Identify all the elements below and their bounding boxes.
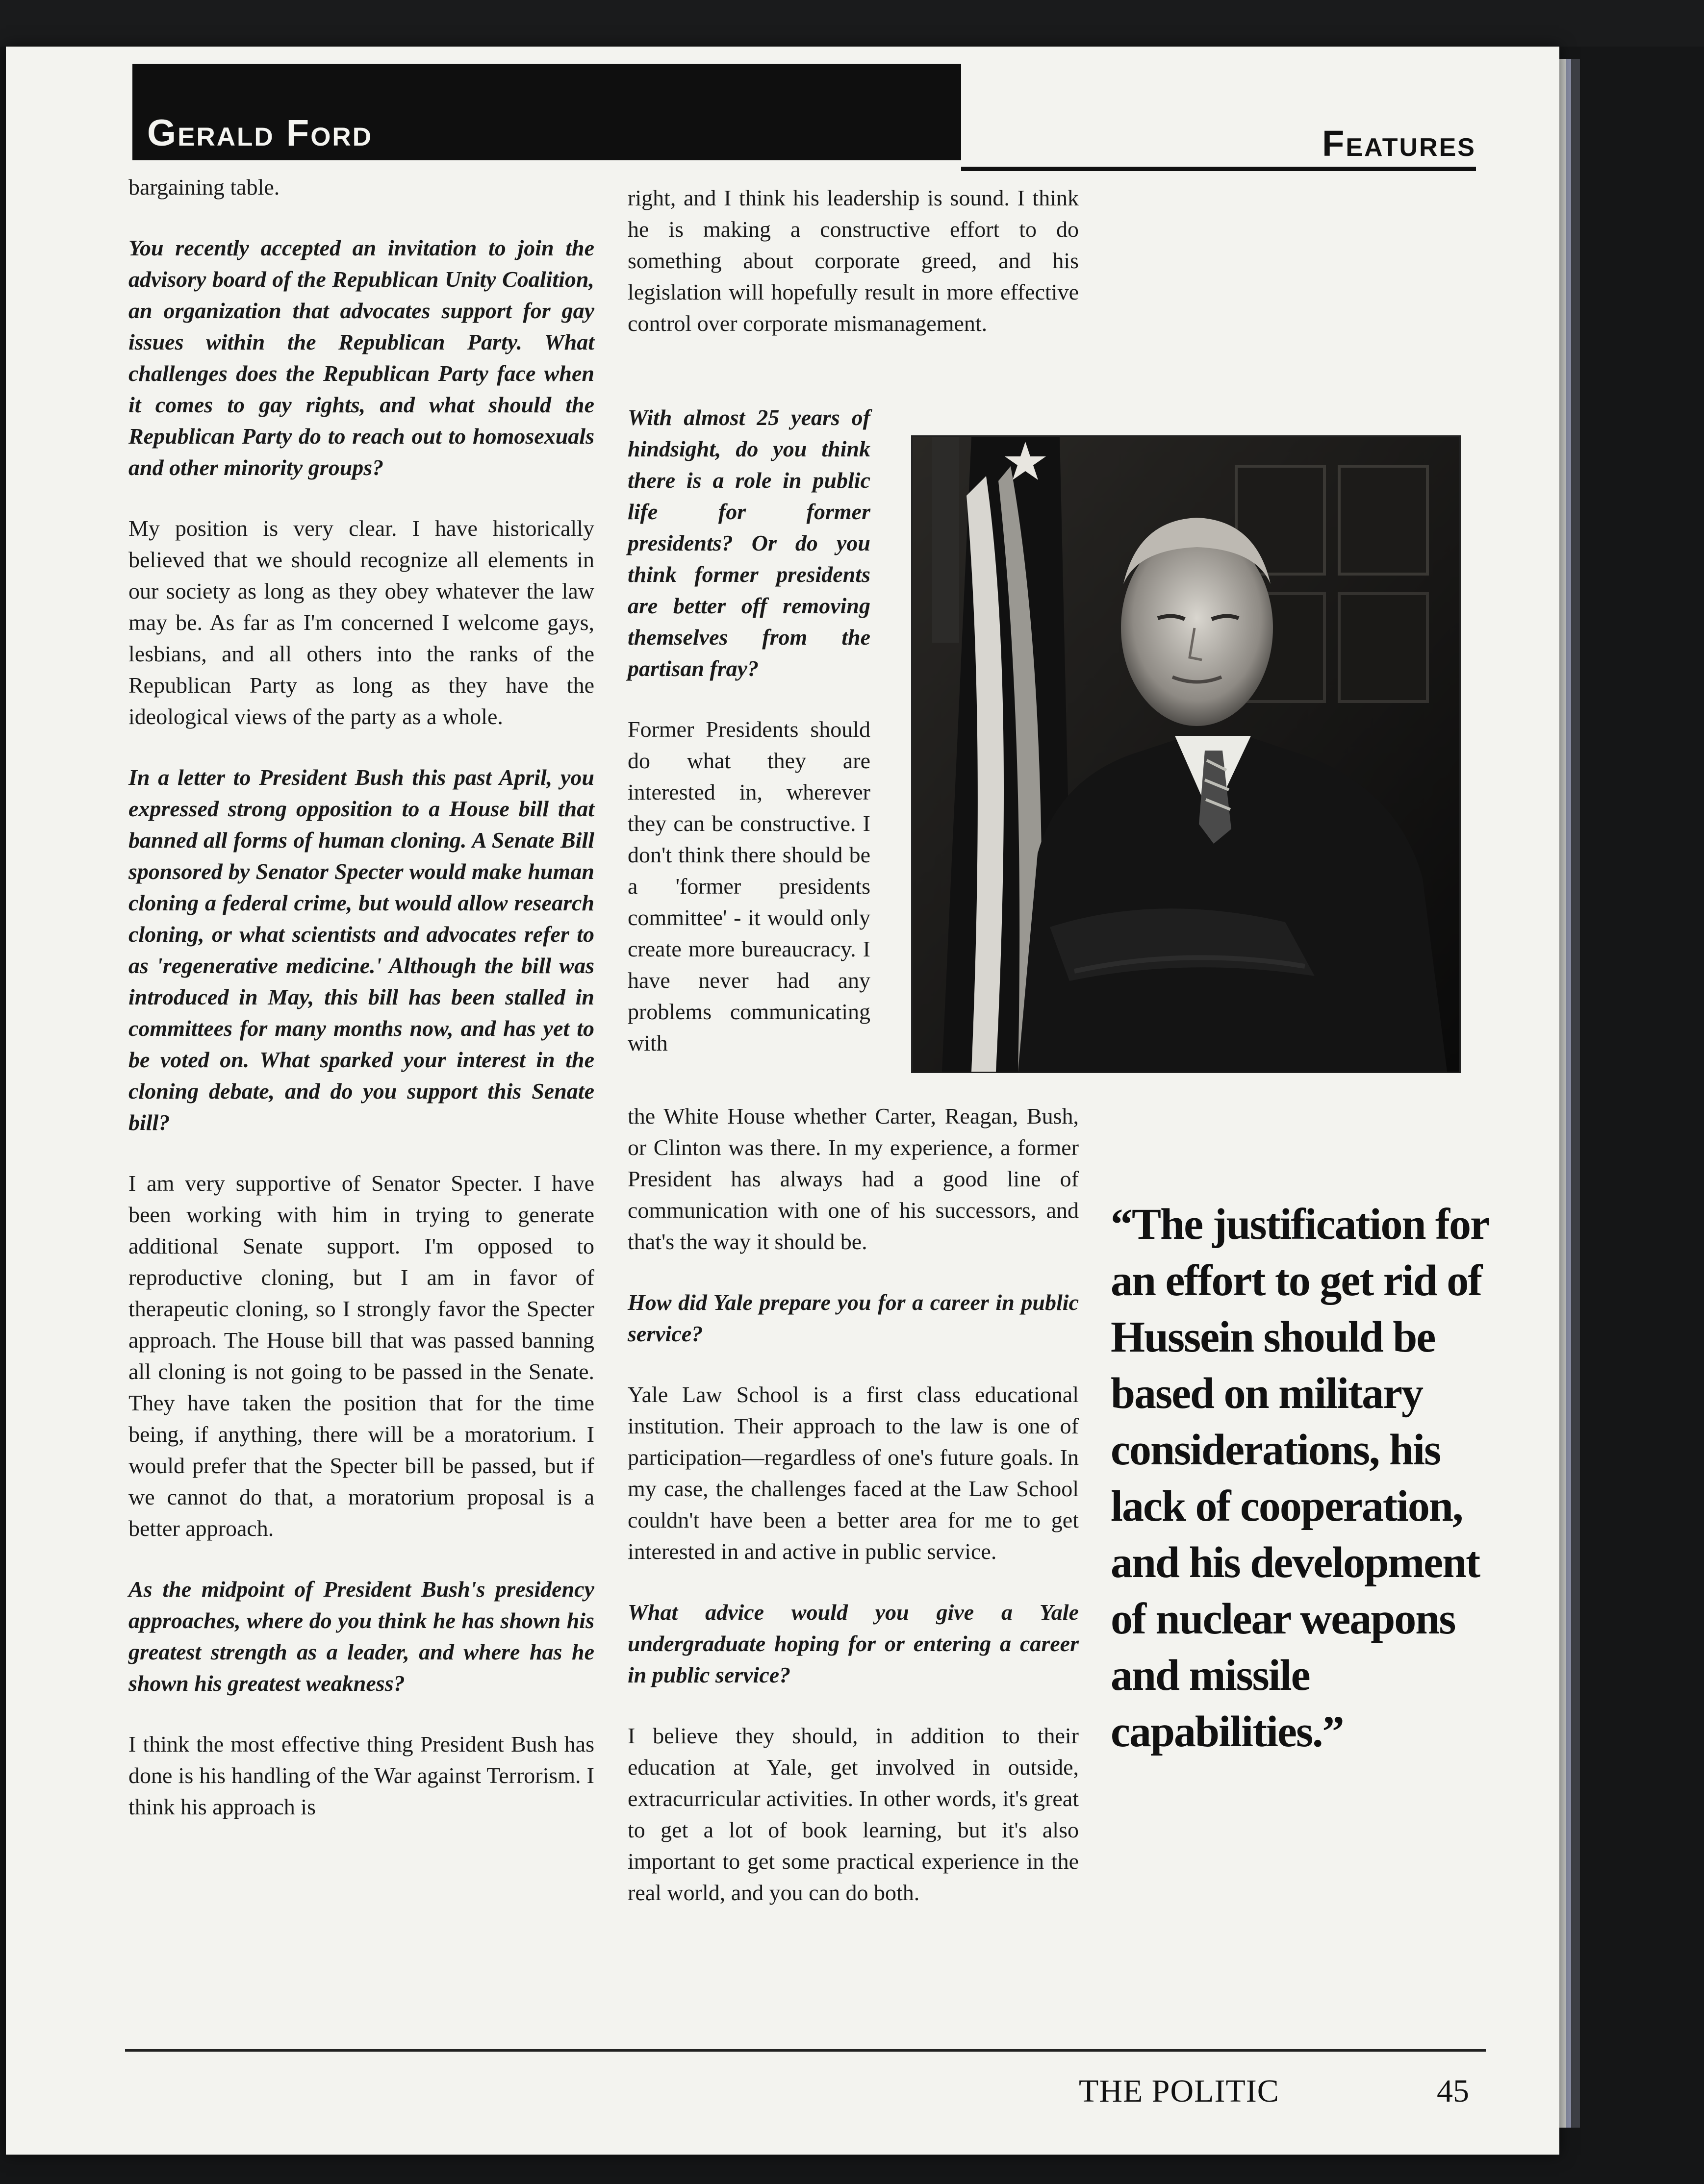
question-paragraph: In a letter to President Bush this past April, you expressed strong opposition to a House bill that banned all forms of human cloning. A Senate Bill sponsored by Senator Specter would make human cloning a federal crime, but would allow research cloning, or what scientists and advocates refer to as 'regenerative medicine.' Although the bill was introduced in May, this bill has been stalled in committees for many months now, and has yet to be voted on. What sparked your interest in the cloning debate, and do you support this Senate bill?: [128, 765, 594, 1135]
page-edge: [1559, 59, 1566, 2128]
page-number: 45: [1437, 2073, 1469, 2109]
middle-column-lower: [628, 1101, 1079, 1938]
pull-quote: “The justification for an effort to get rid of Hussein should be based on military considerations, his lack of cooperation, and his development of nuclear weapons and missile capabilities.”: [1111, 1200, 1488, 1756]
book-spine-shadow: [0, 0, 1704, 47]
answer-paragraph: I am very supportive of Senator Specter. I have been working with him in trying to generate additional Senate support. I'm opposed to reproductive cloning, but I am in favor of therapeutic cloning, so I strongly favor the Specter approach. The House bill that was passed banning all cloning is not going to be passed in the Senate. They have taken the position that for the time being, if anything, there will be a moratorium. I would prefer that the Specter bill be passed, but if we cannot do that, a moratorium proposal is a better approach.: [128, 1171, 594, 1541]
page-edge: [1571, 59, 1580, 2128]
answer-paragraph: Former Presidents should do what they are interested in, wherever they can be constructive. I don't think there should be a 'former presidents committee' - it would only create more bureaucracy. I have never had any problems communicating with: [628, 717, 870, 1055]
category-title: Features: [1322, 123, 1476, 164]
answer-paragraph: I think the most effective thing President Bush has done is his handling of the War against Terrorism. I think his approach is: [128, 1732, 594, 1819]
portrait-illustration: [913, 437, 1459, 1072]
footer-rule: [125, 2049, 1486, 2052]
section-title: Gerald Ford: [147, 112, 373, 154]
page-edge: [1566, 59, 1571, 2128]
answer-paragraph: right, and I think his leadership is sound. I think he is making a constructive effort to do something about corporate greed, and his legislation will hopefully result in more effective control over corporate mismanagement.: [628, 185, 1079, 336]
answer-paragraph: bargaining table.: [128, 175, 280, 200]
question-paragraph: What advice would you give a Yale undergraduate hoping for or entering a career in public service?: [628, 1600, 1079, 1687]
answer-paragraph: Yale Law School is a first class educational institution. Their approach to the law is one of participation—regardless of one's future goals. In my case, the challenges faced at the Law School couldn't have been a better area for me to get interested in and active in public service.: [628, 1382, 1079, 1564]
answer-paragraph: My position is very clear. I have historically believed that we should recognize all elements in our society as long as they obey whatever the law may be. As far as I'm concerned I welcome gays, lesbians, and all others into the ranks of the Republican Party as long as they have the ideological views of the party as a whole.: [128, 516, 594, 729]
question-paragraph: With almost 25 years of hindsight, do you think there is a role in public life for former presidents? Or do you think former presidents are better off removing themselves from the partisan fray?: [628, 405, 870, 681]
answer-paragraph: I believe they should, in addition to their education at Yale, get involved in outside, extracurricular activities. In other words, it's great to get a lot of book learning, but it's also important to get some practical experience in the real world, and you can do both.: [628, 1723, 1079, 1905]
question-paragraph: You recently accepted an invitation to join the advisory board of the Republican Unity Coalition, an organization that advocates support for gay issues within the Republican Party. What challenges does the Republican Party face when it comes to gay rights, and what should the Republican Party do to reach out to homosexuals and other minority groups?: [128, 235, 594, 480]
portrait-photo: [911, 435, 1461, 1073]
middle-column-top: [628, 182, 1079, 369]
middle-column-narrow: [628, 402, 870, 1088]
question-paragraph: As the midpoint of President Bush's presidency approaches, where do you think he has shown his greatest strength as a leader, and where has he shown his greatest weakness?: [128, 1577, 594, 1696]
answer-paragraph: the White House whether Carter, Reagan, Bush, or Clinton was there. In my experience, a former President has always had a good line of communication with one of his successors, and that's the way it should be.: [628, 1104, 1079, 1254]
magazine-name: THE POLITIC: [1079, 2073, 1279, 2109]
header-rule: [961, 167, 1476, 171]
question-paragraph: How did Yale prepare you for a career in public service?: [628, 1290, 1079, 1346]
left-column: [128, 172, 594, 1852]
